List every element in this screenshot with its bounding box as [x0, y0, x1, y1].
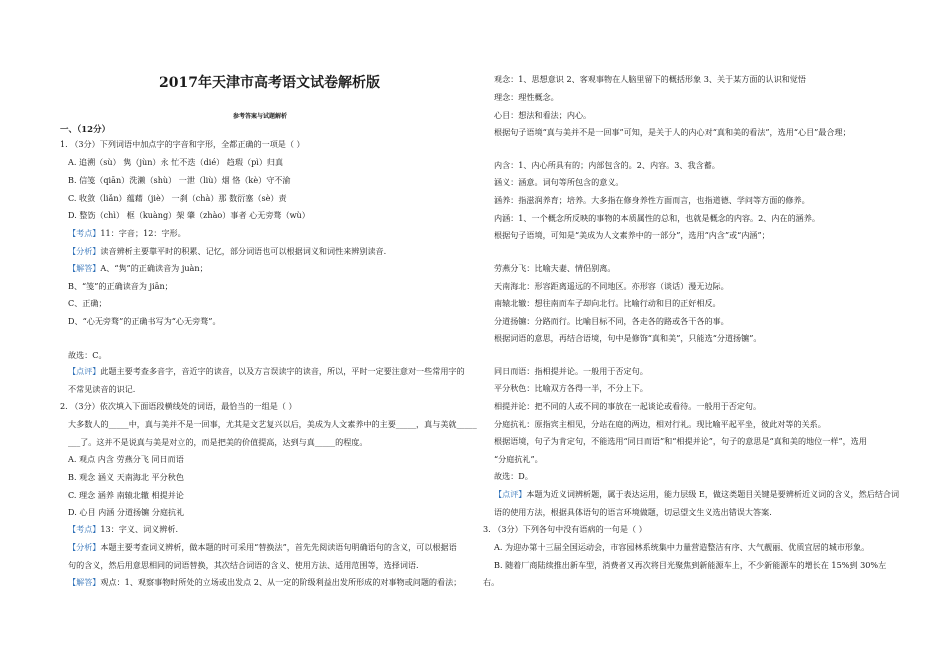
- q2-option-b: B. 观念 涵义 天南海北 平分秋色: [68, 472, 184, 482]
- q2-jieda: [68, 577, 461, 588]
- q2-option-a: A. 观点 内含 劳燕分飞 同日而语: [68, 454, 184, 464]
- q3-stem: 3. （3分）下列各句中没有语病的一句是（ ）: [483, 524, 647, 534]
- q3-option-b: B. 随着厂商陆续推出新车型，消费者又再次将目光聚焦到新能源车上，不少新能源车的增长在 15%到 30%左: [494, 560, 887, 570]
- def-hanyang: 涵养：指滋润养育；培养。大多指在修身养性方面而言，也指道德、学问等方面的修养。: [494, 195, 810, 205]
- def-xinmu: 心目：想法和看法；内心。: [494, 110, 592, 120]
- reason-neihan: 根据句子语境，可知是“美成为人文素养中的一部分”，选用“内含”或“内涵”；: [494, 230, 770, 240]
- def-neihan-2: 内涵：1、一个概念所反映的事物的本质属性的总和，也就是概念的内容。2、内在的涵养。: [494, 213, 820, 223]
- jieda-tag: 【解答】: [68, 577, 101, 587]
- q1-kaodian: [68, 228, 186, 239]
- fenxi-text: 本题主要考查词义辨析，做本题的时可采用“替换法”，首先先阅读语句明确语句的含义，可以根据语: [100, 542, 457, 552]
- jieda-text: 观点：1、观察事物时所处的立场或出发点 2、从一定的阶级利益出发所形成的对事物或问题的看法；: [100, 577, 462, 587]
- reason-fendao: 根据词语的意思，再结合语境，句中是修饰“真和美”，只能选“分道扬镳”。: [494, 333, 762, 343]
- q1-jieda-d: D、“心无旁骛”的正确书写为“心无旁骛”。: [68, 316, 221, 326]
- def-xiangti: 相提并论：把不同的人或不同的事放在一起谈论或看待。一般用于否定句。: [494, 401, 762, 411]
- q1-option-c: C. 收敛（liǎn）蕴藉（jiè） 一刹（chà）那 数衍塞（sè）责: [68, 193, 287, 203]
- q2-answer: 故选：D。: [494, 471, 533, 481]
- fenxi-tag: 【分析】: [68, 246, 101, 256]
- dianping-tag: 【点评】: [68, 366, 101, 376]
- def-nanyuan: 南辕北辙：想往南而车子却向北行。比喻行动和目的正好相反。: [494, 298, 721, 308]
- def-guannian: 观念：1、思想意识 2、客观事物在人脑里留下的概括形象 3、关于某方面的认识和觉悟: [494, 74, 806, 84]
- fenxi-text: 读音辨析主要靠平时的积累、记忆，部分词语也可以根据词义和词性来辨别读音.: [100, 246, 387, 256]
- kaodian-tag: 【考点】: [68, 228, 101, 238]
- q2-fenxi: [68, 542, 457, 553]
- kaodian-text: 13：字义、词义辨析.: [100, 524, 179, 534]
- kaodian-text: 11：字音；12：字形。: [100, 228, 186, 238]
- dianping-text: 本题为近义词辨析题，属于表达运用，能力层级 E，做这类题目关键是要辨析近义词的含义，然后结合词: [526, 489, 900, 499]
- reason-fenting-1: 根据语境，句子为肯定句，不能选用“同日而语”和“相提并论”，句子的意思是“真和美的地位一样”，选用: [494, 436, 867, 446]
- q1-option-d: D. 整饬（chì） 框（kuàng）架 肇（zhào）事者 心无旁骛（wù）: [68, 210, 310, 220]
- q1-jieda-c: C、正确；: [68, 298, 107, 308]
- def-fenting: 分庭抗礼：原指宾主相见，分站在庭的两边，相对行礼。现比喻平起平坐，彼此对等的关系。: [494, 419, 826, 429]
- def-linian: 理念：理性概念。: [494, 92, 559, 102]
- q2-passage-2: ___了。这并不是说真与美是对立的，而是把美的价值提高，达到与真_____的程度。: [68, 437, 368, 447]
- q1-jieda-b: B、“笺”的正确读音为 jiān；: [68, 281, 173, 291]
- def-neihan-1: 内含：1、内心所具有的；内部包含的。2、内容。3、我含蓄。: [494, 160, 720, 170]
- jieda-tag: 【解答】: [68, 263, 101, 273]
- q3-option-a: A. 为迎办第十三届全国运动会，市容园林系统集中力量营造整洁有序、大气靓丽、优质宜居的城市形象。: [494, 542, 870, 552]
- def-pingfen: 平分秋色：比喻双方各得一半，不分上下。: [494, 383, 648, 393]
- q1-answer: 故选：C。: [68, 350, 107, 360]
- jieda-text: A、“隽”的正确读音为 juàn；: [100, 263, 208, 273]
- def-tongri: 同日而语：指相提并论。一般用于否定句。: [494, 366, 648, 376]
- q1-option-a: A. 追溯（sù） 隽（jùn）永 忙不迭（dié） 趋瑕（pì）归真: [68, 157, 284, 167]
- q1-option-b: B. 信笺（qiān）洗濑（shù） 一泄（liù）烟 恪（kè）守不渝: [68, 175, 291, 185]
- q1-jieda: [68, 263, 208, 274]
- q1-dianping-cont: 不常见读音的识记.: [68, 384, 136, 394]
- def-tiannan: 天南海北：形容距离遥远的不同地区。亦形容（谈话）漫无边际。: [494, 281, 729, 291]
- q1-dianping: [68, 366, 465, 377]
- def-laoyan: 劳燕分飞：比喻夫妻、情侣别离。: [494, 263, 616, 273]
- q1-fenxi: [68, 246, 386, 257]
- page-title: 2017年天津市高考语文试卷解析版: [159, 75, 380, 91]
- fenxi-tag: 【分析】: [68, 542, 101, 552]
- kaodian-tag: 【考点】: [68, 524, 101, 534]
- q3-option-b-cont: 右。: [483, 577, 500, 587]
- dianping-tag: 【点评】: [494, 489, 527, 499]
- q2-dianping: [494, 489, 899, 500]
- dianping-text: 此题主要考查多音字，音近字的读音，以及方言误读字的读音，所以，平时一定要注意对一些常用字的: [100, 366, 465, 376]
- def-hanyi: 涵义：涵意。词句等所包含的意义。: [494, 177, 624, 187]
- q2-dianping-cont: 语的使用方法，根据具体语句的语言环境做题，切忌望文生义选出错误大答案.: [494, 507, 772, 517]
- reason-xinmu: 根据句子语境“真与美并不是一回事”可知，是关于人的内心对“真和美的看法”，选用“心目”最合理；: [494, 127, 851, 137]
- q1-stem: 1. （3分）下列词语中加点字的字音和字形，全都正确的一项是（ ）: [60, 139, 305, 149]
- def-fendao: 分道扬镳：分路而行。比喻目标不同，各走各的路或各干各的事。: [494, 316, 729, 326]
- answer-subtitle: 参考答案与试题解析: [233, 113, 288, 120]
- q2-fenxi-cont: 句的含义，然后用意思相同的词语替换，其次结合词语的含义、使用方法、适用范围等，选择词语.: [68, 560, 419, 570]
- q2-passage-1: 大多数人的_____中，真与美并不是一回事，尤其是文艺复兴以后，美成为人文素养中的主要_____，真与美就_____: [68, 419, 477, 429]
- q2-option-c: C. 理念 涵养 南辕北辙 相提并论: [68, 490, 184, 500]
- section-heading: 一、（12分）: [60, 125, 111, 135]
- q2-stem: 2. （3分）依次填入下面语段横线处的词语，最恰当的一组是（ ）: [60, 401, 297, 411]
- q2-option-d: D. 心目 内涵 分道扬镳 分庭抗礼: [68, 507, 185, 517]
- reason-fenting-2: “分庭抗礼”。: [494, 454, 543, 464]
- q2-kaodian: [68, 524, 178, 535]
